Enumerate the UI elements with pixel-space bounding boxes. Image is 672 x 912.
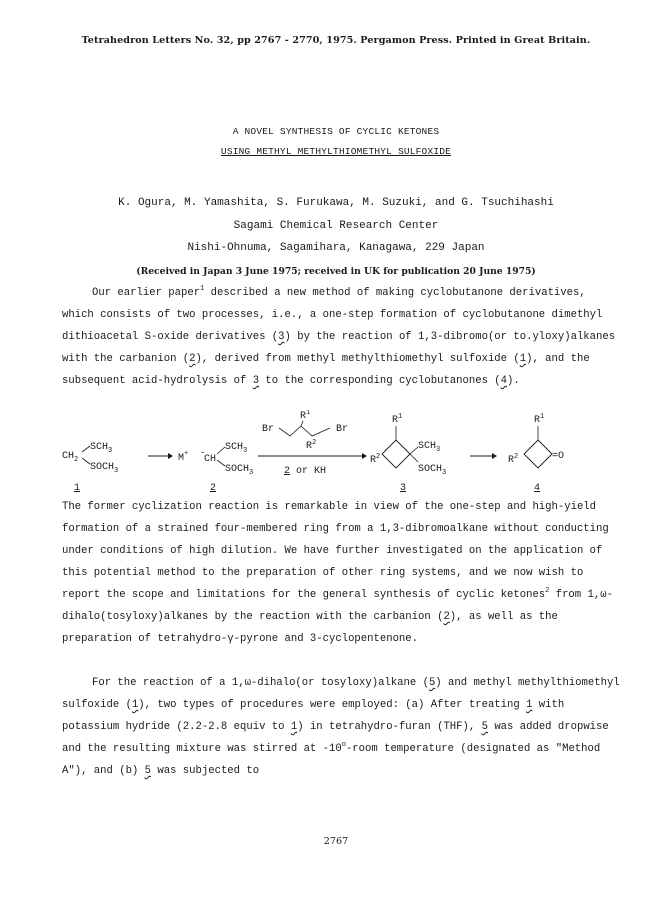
compound-1-ref: 1 bbox=[131, 699, 139, 711]
compound-1-ref: 1 bbox=[519, 353, 527, 365]
svg-text:R1: $R^1$ bbox=[392, 413, 403, 426]
svg-text:R2: $R^2$ bbox=[370, 453, 381, 466]
address: Nishi-Ohnuma, Sagamihara, Kanagawa, 229 Japan bbox=[187, 242, 485, 254]
svg-text:=O: =O bbox=[552, 451, 565, 462]
paragraph-3-text: For the reaction of a 1,ω-dihalo(or tosyloxy)alkane (5) and methyl methylthiomethyl sulfoxide (1), two types of procedures were employed: (a) After treating 1 with potassium hydride (2.2-2.8 equiv to 1) in tetrahydro-furan (THF), 5 was added dropwise and the resulting mixture was stirred at -10$^o$-room temperature (designated as "Method A"), and (b) 5 was subjected to bbox=[62, 677, 620, 777]
compound-3-structure bbox=[370, 413, 446, 494]
svg-text:CH2: $CH_2$ bbox=[62, 451, 79, 464]
svg-text:SCH3: $SCH_3$ bbox=[225, 442, 248, 455]
dibromoalkane-reagent bbox=[262, 410, 348, 452]
compound-4-ref: 4 bbox=[500, 375, 508, 387]
svg-text:R1: $R^1$ bbox=[300, 410, 311, 422]
svg-text:Br: Br bbox=[336, 424, 349, 435]
paragraph-1 bbox=[62, 282, 622, 392]
compound-1-ref: 1 bbox=[526, 699, 533, 711]
svg-text:-: - bbox=[200, 448, 206, 458]
compound-2-structure bbox=[178, 442, 253, 494]
article-title-line-2: USING METHYL METHYLTHIOMETHYL SULFOXIDE bbox=[220, 146, 452, 157]
compound-3-label: 3 bbox=[400, 483, 407, 494]
journal-header: Tetrahedron Letters No. 32, pp 2767 - 2770, 1975. Pergamon Press. Printed in Great Britain. bbox=[81, 35, 591, 46]
svg-text:Br: Br bbox=[262, 424, 275, 435]
compound-5-ref: 5 bbox=[428, 677, 436, 689]
svg-text:SCH3: $SCH_3$ bbox=[418, 441, 441, 454]
compound-2-ref: 2 bbox=[189, 353, 196, 365]
reaction-scheme bbox=[60, 410, 620, 500]
svg-text:R2: $R^2$ bbox=[508, 453, 519, 466]
svg-text:SOCH3: $SOCH_3$ bbox=[418, 464, 447, 477]
compound-3-ref: 3 bbox=[278, 331, 285, 343]
reference-2: 2 bbox=[545, 587, 550, 595]
compound-4-label: 4 bbox=[534, 483, 541, 494]
paragraph-2 bbox=[62, 496, 622, 650]
paragraph-2-text: The former cyclization reaction is remarkable in view of the one-step and high-yield formation of a strained four-membered ring from a 1,3-dibromoalkane without conducting under conditions of high dilution. We have further investigated on the application of this potential method to the preparation of other ring systems, and we now wish to report the scope and limitations for the general synthesis of cyclic ketones$^2$ from 1,ω-dihalo(tosyloxy)alkanes by the reaction with the carbanion (2), as well as the preparation of tetrahydro-γ-pyrone and 3-cyclopentenone. bbox=[62, 501, 613, 645]
svg-text:SCH3: $SCH_3$ bbox=[90, 442, 113, 455]
affiliation: Sagami Chemical Research Center bbox=[233, 220, 439, 232]
svg-text:M+: M+ bbox=[178, 450, 189, 464]
svg-text:R1: $R^1$ bbox=[534, 413, 545, 426]
paragraph-1-text: Our earlier paper$^1$ described a new method of making cyclobutanone derivatives, which consists of two processes, i.e., a one-step formation of cyclobutanone dimethyl dithioacetal S-oxide derivatives (3) by the reaction of 1,3-dibromo(or to.yloxy)alkanes with the carbanion (2), derived from methyl methylthiomethyl sulfoxide (1), and the subsequent acid-hydrolysis of 3 to the corresponding cyclobutanones (4). bbox=[62, 285, 616, 387]
paragraph-3 bbox=[62, 672, 622, 782]
article-title-line-1: A NOVEL SYNTHESIS OF CYCLIC KETONES bbox=[232, 126, 440, 137]
compound-2-label: 2 bbox=[210, 483, 217, 494]
reagent-compound-2: 2 bbox=[284, 466, 291, 477]
authors: K. Ogura, M. Yamashita, S. Furukawa, M. Suzuki, and G. Tsuchihashi bbox=[118, 197, 554, 209]
received-dates: (Received in Japan 3 June 1975; received in UK for publication 20 June 1975) bbox=[136, 266, 536, 277]
degree-symbol: o bbox=[341, 741, 346, 749]
svg-text:R2: $R^2$ bbox=[306, 439, 317, 452]
compound-1-label: 1 bbox=[74, 483, 81, 494]
page-number: 2767 bbox=[323, 836, 349, 847]
svg-text:CH: CH bbox=[204, 454, 217, 465]
compound-5-ref: 5 bbox=[144, 765, 152, 777]
compound-2-ref: 2 bbox=[443, 611, 450, 623]
svg-text:SOCH3: $SOCH_3$ bbox=[225, 464, 254, 477]
compound-1-structure bbox=[62, 442, 118, 494]
compound-3-ref: 3 bbox=[252, 375, 260, 387]
compound-5-ref: 5 bbox=[481, 721, 488, 733]
svg-text:SOCH3: $SOCH_3$ bbox=[90, 462, 119, 475]
compound-1-ref: 1 bbox=[290, 721, 298, 733]
compound-4-structure bbox=[508, 413, 564, 494]
svg-text:2 or KH: 2 or KH bbox=[284, 466, 327, 477]
reference-1: 1 bbox=[200, 285, 205, 293]
